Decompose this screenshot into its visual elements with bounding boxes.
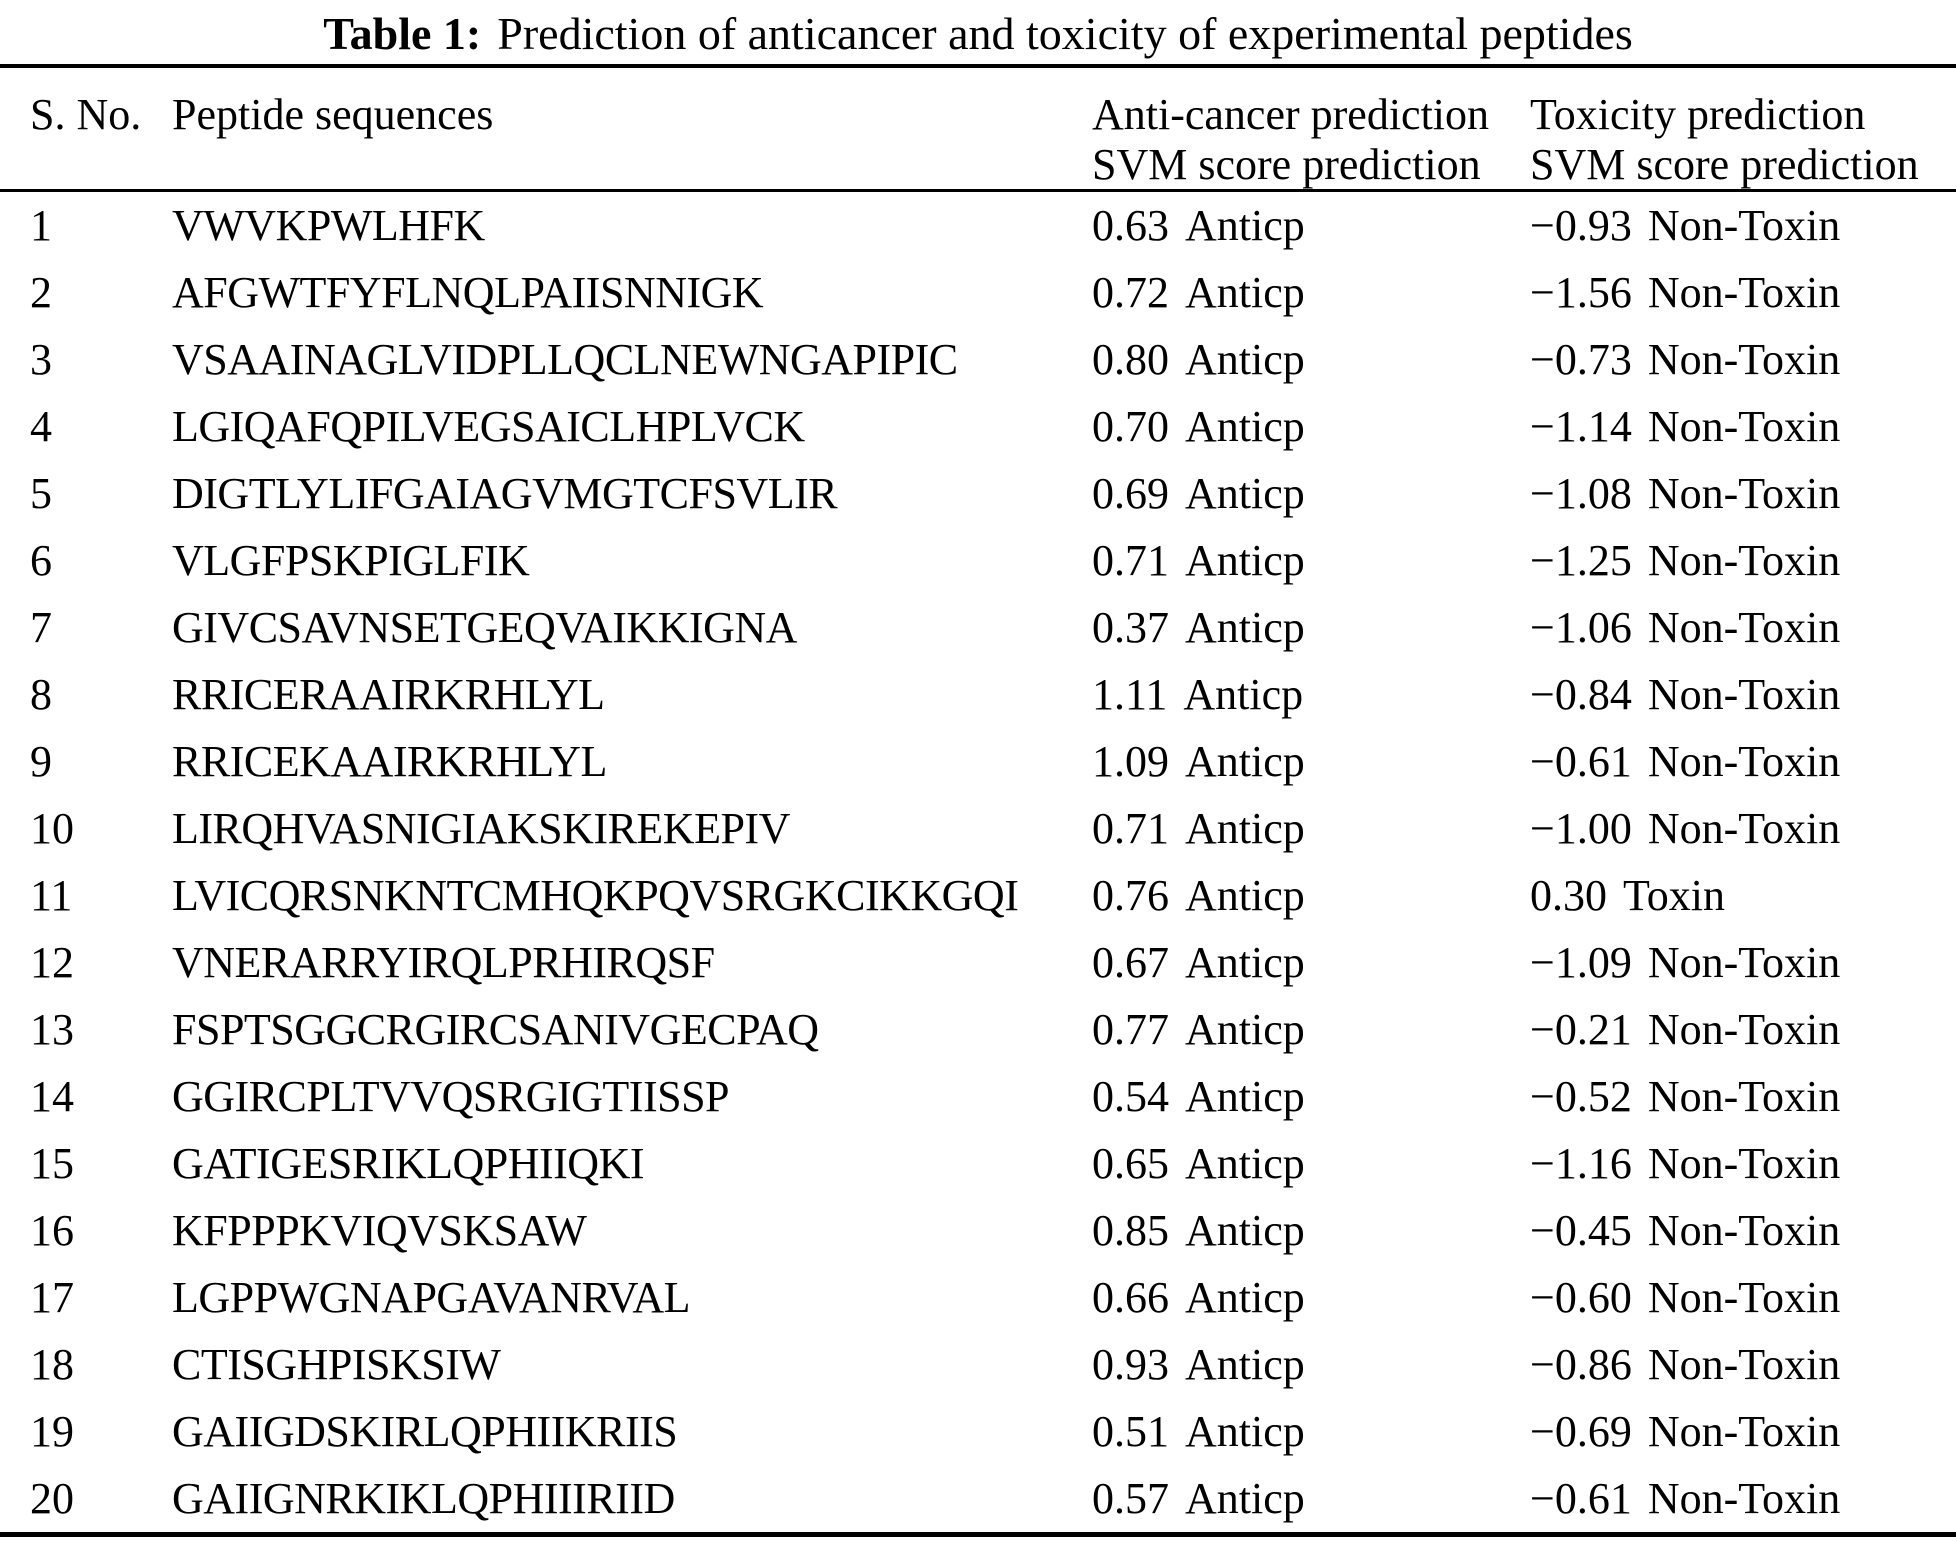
row-toxicity-score: −0.45: [1530, 1206, 1632, 1255]
table-row: [0, 1130, 1956, 1197]
row-anticancer-cell: [1092, 535, 1530, 586]
row-toxicity-label: Non-Toxin: [1647, 804, 1841, 853]
row-toxicity-cell: [1530, 1339, 1956, 1390]
row-anticancer-score: 0.54: [1092, 1072, 1169, 1121]
row-toxicity-label: Non-Toxin: [1647, 402, 1841, 451]
row-anticancer-cell: [1092, 1004, 1530, 1055]
row-peptide-sequence: GAIIGNRKIKLQPHIIIRIID: [172, 1474, 675, 1523]
row-anticancer-score: 0.57: [1092, 1474, 1169, 1523]
row-toxicity-label: Non-Toxin: [1647, 1206, 1841, 1255]
header-anticancer-prediction: [1092, 90, 1530, 190]
row-anticancer-cell: [1092, 1272, 1530, 1323]
row-toxicity-cell: [1530, 1406, 1956, 1457]
row-serial-number: 11: [30, 871, 73, 920]
row-anticancer-label: Anticp: [1185, 268, 1305, 317]
row-toxicity-cell: [1530, 870, 1956, 921]
row-toxicity-score: −0.60: [1530, 1273, 1632, 1322]
table-row: [0, 192, 1956, 259]
row-toxicity-label: Non-Toxin: [1647, 1139, 1841, 1188]
row-anticancer-score: 0.66: [1092, 1273, 1169, 1322]
row-peptide-sequence: LGPPWGNAPGAVANRVAL: [172, 1273, 691, 1322]
row-anticancer-cell: [1092, 200, 1530, 251]
row-toxicity-score: −1.14: [1530, 402, 1632, 451]
row-anticancer-score: 0.70: [1092, 402, 1169, 451]
table-row: [0, 393, 1956, 460]
table-row: [0, 1331, 1956, 1398]
row-toxicity-label: Non-Toxin: [1647, 737, 1841, 786]
row-serial-number: 3: [30, 335, 52, 384]
row-anticancer-label: Anticp: [1185, 1072, 1305, 1121]
table-row: [0, 661, 1956, 728]
row-toxicity-label: Non-Toxin: [1647, 201, 1841, 250]
row-toxicity-label: Non-Toxin: [1647, 335, 1841, 384]
table-row: [0, 795, 1956, 862]
table-caption-text: Prediction of anticancer and toxicity of experimental peptides: [497, 8, 1633, 59]
row-toxicity-score: −0.73: [1530, 335, 1632, 384]
row-toxicity-label: Non-Toxin: [1647, 1273, 1841, 1322]
row-anticancer-cell: [1092, 401, 1530, 452]
row-toxicity-score: −0.52: [1530, 1072, 1632, 1121]
row-anticancer-cell: [1092, 1406, 1530, 1457]
row-peptide-sequence: LGIQAFQPILVEGSAICLHPLVCK: [172, 402, 805, 451]
row-anticancer-score: 0.63: [1092, 201, 1169, 250]
row-toxicity-score: −1.25: [1530, 536, 1632, 585]
row-peptide-sequence: GATIGESRIKLQPHIIQKI: [172, 1139, 645, 1188]
row-anticancer-label: Anticp: [1185, 402, 1305, 451]
table-row: [0, 259, 1956, 326]
row-peptide-sequence: LIRQHVASNIGIAKSKIREKEPIV: [172, 804, 790, 853]
row-anticancer-label: Anticp: [1185, 335, 1305, 384]
row-peptide-sequence: VWVKPWLHFK: [172, 201, 485, 250]
row-toxicity-score: 0.30: [1530, 871, 1607, 920]
row-anticancer-label: Anticp: [1185, 1340, 1305, 1389]
header-toxicity-line2: SVM score prediction: [1530, 140, 1919, 189]
row-anticancer-label: Anticp: [1185, 201, 1305, 250]
table-row: [0, 1465, 1956, 1532]
row-serial-number: 5: [30, 469, 52, 518]
row-anticancer-label: Anticp: [1185, 1206, 1305, 1255]
row-anticancer-cell: [1092, 870, 1530, 921]
row-toxicity-label: Non-Toxin: [1647, 1005, 1841, 1054]
header-peptide-sequences: Peptide sequences: [172, 90, 494, 139]
row-peptide-sequence: FSPTSGGCRGIRCSANIVGECPAQ: [172, 1005, 819, 1054]
table-row: [0, 728, 1956, 795]
table-row: [0, 862, 1956, 929]
table-bottom-rule: [0, 1532, 1956, 1537]
row-serial-number: 6: [30, 536, 52, 585]
row-peptide-sequence: DIGTLYLIFGAIAGVMGTCFSVLIR: [172, 469, 838, 518]
row-peptide-sequence: GGIRCPLTVVQSRGIGTIISSP: [172, 1072, 730, 1121]
row-toxicity-score: −0.61: [1530, 1474, 1632, 1523]
row-toxicity-label: Toxin: [1623, 871, 1726, 920]
table-header: [0, 68, 1956, 189]
row-serial-number: 14: [30, 1072, 74, 1121]
table-row: [0, 1063, 1956, 1130]
row-anticancer-cell: [1092, 267, 1530, 318]
row-toxicity-cell: [1530, 1205, 1956, 1256]
row-anticancer-label: Anticp: [1185, 804, 1305, 853]
row-toxicity-cell: [1530, 267, 1956, 318]
row-serial-number: 19: [30, 1407, 74, 1456]
table-body: [0, 192, 1956, 1532]
row-anticancer-label: Anticp: [1185, 1005, 1305, 1054]
row-anticancer-label: Anticp: [1185, 1273, 1305, 1322]
row-toxicity-score: −0.69: [1530, 1407, 1632, 1456]
row-anticancer-cell: [1092, 1138, 1530, 1189]
row-anticancer-score: 0.71: [1092, 536, 1169, 585]
row-peptide-sequence: GAIIGDSKIRLQPHIIKRIIS: [172, 1407, 678, 1456]
row-toxicity-cell: [1530, 803, 1956, 854]
table-row: [0, 929, 1956, 996]
row-serial-number: 10: [30, 804, 74, 853]
row-toxicity-cell: [1530, 535, 1956, 586]
row-peptide-sequence: VNERARRYIRQLPRHIRQSF: [172, 938, 715, 987]
row-anticancer-score: 0.71: [1092, 804, 1169, 853]
row-anticancer-cell: [1092, 602, 1530, 653]
row-peptide-sequence: GIVCSAVNSETGEQVAIKKIGNA: [172, 603, 797, 652]
table-caption: [0, 6, 1956, 64]
row-anticancer-score: 0.37: [1092, 603, 1169, 652]
header-anticancer-line2: SVM score prediction: [1092, 140, 1481, 189]
table-row: [0, 996, 1956, 1063]
table-row: [0, 326, 1956, 393]
row-toxicity-label: Non-Toxin: [1647, 1407, 1841, 1456]
row-toxicity-label: Non-Toxin: [1647, 1474, 1841, 1523]
row-toxicity-label: Non-Toxin: [1647, 603, 1841, 652]
row-anticancer-cell: [1092, 334, 1530, 385]
row-anticancer-score: 0.65: [1092, 1139, 1169, 1188]
row-serial-number: 18: [30, 1340, 74, 1389]
row-anticancer-label: Anticp: [1185, 871, 1305, 920]
row-anticancer-label: Anticp: [1185, 603, 1305, 652]
row-anticancer-cell: [1092, 937, 1530, 988]
row-anticancer-cell: [1092, 1205, 1530, 1256]
row-toxicity-score: −1.06: [1530, 603, 1632, 652]
row-anticancer-score: 1.11: [1092, 670, 1168, 719]
row-anticancer-cell: [1092, 803, 1530, 854]
row-toxicity-cell: [1530, 736, 1956, 787]
row-anticancer-cell: [1092, 669, 1530, 720]
row-toxicity-score: −0.61: [1530, 737, 1632, 786]
row-serial-number: 20: [30, 1474, 74, 1523]
row-serial-number: 1: [30, 201, 52, 250]
header-sno: S. No.: [30, 90, 142, 139]
table-row: [0, 1264, 1956, 1331]
row-toxicity-cell: [1530, 401, 1956, 452]
row-anticancer-label: Anticp: [1185, 1407, 1305, 1456]
row-serial-number: 13: [30, 1005, 74, 1054]
row-serial-number: 4: [30, 402, 52, 451]
row-toxicity-score: −1.08: [1530, 469, 1632, 518]
row-anticancer-cell: [1092, 468, 1530, 519]
header-toxicity-line1: Toxicity prediction: [1530, 90, 1866, 139]
row-toxicity-label: Non-Toxin: [1647, 536, 1841, 585]
row-peptide-sequence: KFPPPKVIQVSKSAW: [172, 1206, 587, 1255]
row-toxicity-cell: [1530, 937, 1956, 988]
row-anticancer-label: Anticp: [1185, 469, 1305, 518]
row-peptide-sequence: RRICERAAIRKRHLYL: [172, 670, 605, 719]
row-serial-number: 16: [30, 1206, 74, 1255]
row-toxicity-cell: [1530, 1138, 1956, 1189]
row-serial-number: 2: [30, 268, 52, 317]
row-serial-number: 8: [30, 670, 52, 719]
row-anticancer-cell: [1092, 736, 1530, 787]
row-toxicity-label: Non-Toxin: [1647, 670, 1841, 719]
table-row: [0, 1197, 1956, 1264]
row-toxicity-score: −1.56: [1530, 268, 1632, 317]
row-toxicity-score: −0.21: [1530, 1005, 1632, 1054]
row-toxicity-label: Non-Toxin: [1647, 1340, 1841, 1389]
row-serial-number: 9: [30, 737, 52, 786]
row-anticancer-label: Anticp: [1185, 1139, 1305, 1188]
row-anticancer-score: 0.77: [1092, 1005, 1169, 1054]
row-toxicity-cell: [1530, 1004, 1956, 1055]
row-toxicity-cell: [1530, 1473, 1956, 1524]
row-anticancer-label: Anticp: [1185, 737, 1305, 786]
row-anticancer-score: 1.09: [1092, 737, 1169, 786]
row-anticancer-cell: [1092, 1339, 1530, 1390]
table-row: [0, 1398, 1956, 1465]
table-row: [0, 460, 1956, 527]
row-serial-number: 15: [30, 1139, 74, 1188]
row-peptide-sequence: AFGWTFYFLNQLPAIISNNIGK: [172, 268, 764, 317]
row-anticancer-label: Anticp: [1185, 536, 1305, 585]
row-anticancer-cell: [1092, 1473, 1530, 1524]
row-toxicity-score: −0.93: [1530, 201, 1632, 250]
row-anticancer-score: 0.72: [1092, 268, 1169, 317]
row-toxicity-score: −0.84: [1530, 670, 1632, 719]
row-toxicity-cell: [1530, 1272, 1956, 1323]
row-serial-number: 17: [30, 1273, 74, 1322]
row-toxicity-cell: [1530, 200, 1956, 251]
row-toxicity-score: −1.09: [1530, 938, 1632, 987]
row-toxicity-score: −0.86: [1530, 1340, 1632, 1389]
table-row: [0, 527, 1956, 594]
row-toxicity-label: Non-Toxin: [1647, 1072, 1841, 1121]
row-serial-number: 7: [30, 603, 52, 652]
row-anticancer-score: 0.93: [1092, 1340, 1169, 1389]
row-toxicity-cell: [1530, 669, 1956, 720]
row-anticancer-label: Anticp: [1185, 1474, 1305, 1523]
row-anticancer-score: 0.67: [1092, 938, 1169, 987]
row-peptide-sequence: VLGFPSKPIGLFIK: [172, 536, 530, 585]
row-toxicity-cell: [1530, 334, 1956, 385]
row-toxicity-label: Non-Toxin: [1647, 268, 1841, 317]
header-anticancer-line1: Anti-cancer prediction: [1092, 90, 1490, 139]
row-anticancer-label: Anticp: [1183, 670, 1304, 719]
table-row: [0, 594, 1956, 661]
row-peptide-sequence: RRICEKAAIRKRHLYL: [172, 737, 607, 786]
row-toxicity-cell: [1530, 468, 1956, 519]
row-toxicity-cell: [1530, 1071, 1956, 1122]
table-caption-label: Table 1:: [323, 8, 482, 59]
row-peptide-sequence: CTISGHPISKSIW: [172, 1340, 501, 1389]
row-toxicity-label: Non-Toxin: [1647, 938, 1841, 987]
row-serial-number: 12: [30, 938, 74, 987]
row-toxicity-label: Non-Toxin: [1647, 469, 1841, 518]
row-anticancer-score: 0.80: [1092, 335, 1169, 384]
row-toxicity-cell: [1530, 602, 1956, 653]
row-toxicity-score: −1.16: [1530, 1139, 1632, 1188]
row-peptide-sequence: VSAAINAGLVIDPLLQCLNEWNGAPIPIC: [172, 335, 958, 384]
row-anticancer-score: 0.51: [1092, 1407, 1169, 1456]
row-anticancer-label: Anticp: [1185, 938, 1305, 987]
row-anticancer-cell: [1092, 1071, 1530, 1122]
row-toxicity-score: −1.00: [1530, 804, 1632, 853]
row-anticancer-score: 0.76: [1092, 871, 1169, 920]
row-peptide-sequence: LVICQRSNKNTCMHQKPQVSRGKCIKKGQI: [172, 871, 1019, 920]
header-toxicity-prediction: [1530, 90, 1956, 190]
row-anticancer-score: 0.85: [1092, 1206, 1169, 1255]
row-anticancer-score: 0.69: [1092, 469, 1169, 518]
